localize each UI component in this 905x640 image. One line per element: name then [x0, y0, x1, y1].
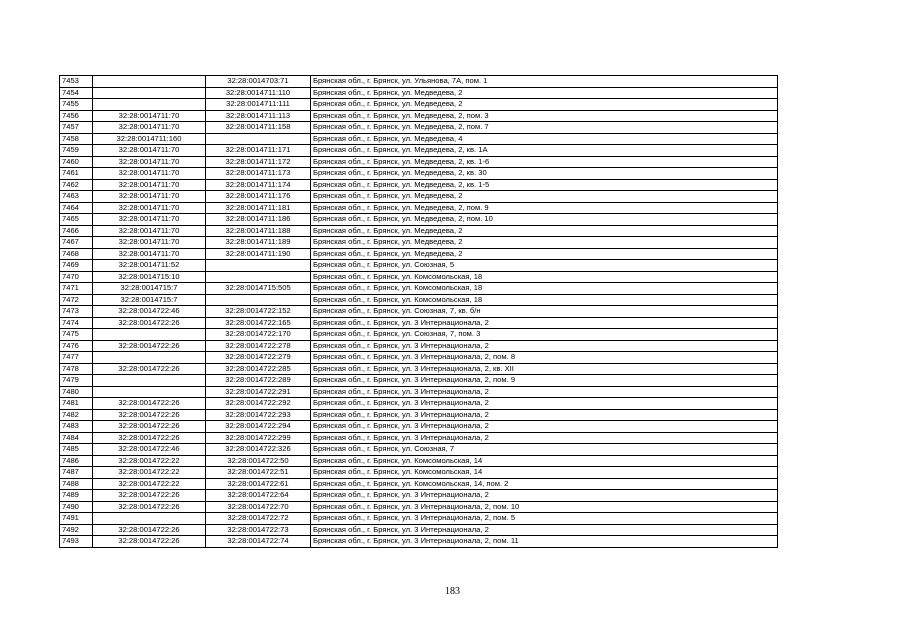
- parent-cadastral-number-cell: 32:28:0014715:7: [93, 294, 206, 306]
- record-number-cell: 7475: [60, 329, 93, 341]
- address-cell: Брянская обл., г. Брянск, ул. Медведева, 2, кв. 1-6: [311, 156, 778, 168]
- record-number-cell: 7476: [60, 340, 93, 352]
- address-cell: Брянская обл., г. Брянск, ул. Медведева, 2, пом. 7: [311, 122, 778, 134]
- address-cell: Брянская обл., г. Брянск, ул. 3 Интернационала, 2: [311, 340, 778, 352]
- cadastral-number-cell: 32:28:0014722:61: [206, 478, 311, 490]
- address-cell: Брянская обл., г. Брянск, ул. 3 Интернационала, 2, пом. 10: [311, 501, 778, 513]
- address-cell: Брянская обл., г. Брянск, ул. Медведева, 2: [311, 191, 778, 203]
- record-number-cell: 7468: [60, 248, 93, 260]
- cadastral-number-cell: 32:28:0014722:279: [206, 352, 311, 364]
- cadastral-number-cell: 32:28:0014722:165: [206, 317, 311, 329]
- address-cell: Брянская обл., г. Брянск, ул. Комсомольская, 18: [311, 294, 778, 306]
- record-number-cell: 7457: [60, 122, 93, 134]
- cadastral-number-cell: [206, 260, 311, 272]
- parent-cadastral-number-cell: 32:28:0014711:70: [93, 110, 206, 122]
- record-number-cell: 7474: [60, 317, 93, 329]
- address-cell: Брянская обл., г. Брянск, ул. Медведева, 2, кв. 1А: [311, 145, 778, 157]
- table-row: [60, 455, 778, 467]
- parent-cadastral-number-cell: 32:28:0014711:70: [93, 225, 206, 237]
- record-number-cell: 7478: [60, 363, 93, 375]
- parent-cadastral-number-cell: 32:28:0014722:46: [93, 444, 206, 456]
- parent-cadastral-number-cell: [93, 513, 206, 525]
- cadastral-number-cell: 32:28:0014711:176: [206, 191, 311, 203]
- parent-cadastral-number-cell: 32:28:0014722:26: [93, 490, 206, 502]
- address-cell: Брянская обл., г. Брянск, ул. 3 Интернационала, 2: [311, 317, 778, 329]
- address-cell: Брянская обл., г. Брянск, ул. 3 Интернационала, 2, пом. 8: [311, 352, 778, 364]
- cadastral-number-cell: 32:28:0014711:181: [206, 202, 311, 214]
- table-row: [60, 524, 778, 536]
- cadastral-number-cell: 32:28:0014722:299: [206, 432, 311, 444]
- address-cell: Брянская обл., г. Брянск, ул. Медведева, 2, кв. 1-5: [311, 179, 778, 191]
- record-number-cell: 7465: [60, 214, 93, 226]
- parent-cadastral-number-cell: [93, 99, 206, 111]
- cadastral-number-cell: 32:28:0014722:51: [206, 467, 311, 479]
- table-row: [60, 168, 778, 180]
- table-row: [60, 191, 778, 203]
- address-cell: Брянская обл., г. Брянск, ул. Медведева, 2: [311, 248, 778, 260]
- address-cell: Брянская обл., г. Брянск, ул. Союзная, 7: [311, 444, 778, 456]
- cadastral-number-cell: [206, 133, 311, 145]
- table-row: [60, 76, 778, 88]
- parent-cadastral-number-cell: 32:28:0014711:70: [93, 179, 206, 191]
- cadastral-number-cell: 32:28:0014722:50: [206, 455, 311, 467]
- parent-cadastral-number-cell: 32:28:0014722:26: [93, 409, 206, 421]
- cadastral-number-cell: 32:28:0014711:190: [206, 248, 311, 260]
- table-row: [60, 248, 778, 260]
- cadastral-number-cell: 32:28:0014715:505: [206, 283, 311, 295]
- parent-cadastral-number-cell: 32:28:0014715:7: [93, 283, 206, 295]
- parent-cadastral-number-cell: 32:28:0014722:26: [93, 340, 206, 352]
- address-cell: Брянская обл., г. Брянск, ул. Комсомольская, 14, пом. 2: [311, 478, 778, 490]
- cadastral-number-cell: 32:28:0014711:111: [206, 99, 311, 111]
- table-row: [60, 363, 778, 375]
- parent-cadastral-number-cell: 32:28:0014722:22: [93, 455, 206, 467]
- address-cell: Брянская обл., г. Брянск, ул. Медведева, 2: [311, 237, 778, 249]
- parent-cadastral-number-cell: [93, 329, 206, 341]
- table-row: [60, 179, 778, 191]
- cadastral-number-cell: 32:28:0014711:188: [206, 225, 311, 237]
- registry-table-body: [60, 76, 778, 548]
- parent-cadastral-number-cell: 32:28:0014711:70: [93, 191, 206, 203]
- table-row: [60, 214, 778, 226]
- table-row: [60, 156, 778, 168]
- table-row: [60, 375, 778, 387]
- table-row: [60, 421, 778, 433]
- cadastral-number-cell: 32:28:0014722:294: [206, 421, 311, 433]
- record-number-cell: 7466: [60, 225, 93, 237]
- parent-cadastral-number-cell: 32:28:0014711:70: [93, 156, 206, 168]
- table-row: [60, 398, 778, 410]
- cadastral-number-cell: 32:28:0014722:289: [206, 375, 311, 387]
- parent-cadastral-number-cell: [93, 352, 206, 364]
- cadastral-number-cell: 32:28:0014711:113: [206, 110, 311, 122]
- record-number-cell: 7490: [60, 501, 93, 513]
- address-cell: Брянская обл., г. Брянск, ул. Медведева, 2, пом. 9: [311, 202, 778, 214]
- parent-cadastral-number-cell: 32:28:0014722:26: [93, 432, 206, 444]
- address-cell: Брянская обл., г. Брянск, ул. 3 Интернационала, 2, кв. XII: [311, 363, 778, 375]
- table-row: [60, 501, 778, 513]
- table-row: [60, 225, 778, 237]
- cadastral-number-cell: 32:28:0014722:74: [206, 536, 311, 548]
- parent-cadastral-number-cell: 32:28:0014722:22: [93, 478, 206, 490]
- table-row: [60, 444, 778, 456]
- record-number-cell: 7492: [60, 524, 93, 536]
- record-number-cell: 7471: [60, 283, 93, 295]
- parent-cadastral-number-cell: 32:28:0014711:52: [93, 260, 206, 272]
- table-row: [60, 110, 778, 122]
- parent-cadastral-number-cell: 32:28:0014722:26: [93, 421, 206, 433]
- address-cell: Брянская обл., г. Брянск, ул. Союзная, 7, кв. б/н: [311, 306, 778, 318]
- record-number-cell: 7463: [60, 191, 93, 203]
- record-number-cell: 7462: [60, 179, 93, 191]
- record-number-cell: 7472: [60, 294, 93, 306]
- parent-cadastral-number-cell: 32:28:0014715:10: [93, 271, 206, 283]
- table-row: [60, 340, 778, 352]
- record-number-cell: 7470: [60, 271, 93, 283]
- address-cell: Брянская обл., г. Брянск, ул. Комсомольская, 18: [311, 283, 778, 295]
- parent-cadastral-number-cell: 32:28:0014722:26: [93, 363, 206, 375]
- table-row: [60, 133, 778, 145]
- cadastral-number-cell: 32:28:0014711:173: [206, 168, 311, 180]
- address-cell: Брянская обл., г. Брянск, ул. Ульянова, 7А, пом. 1: [311, 76, 778, 88]
- address-cell: Брянская обл., г. Брянск, ул. Медведева, 2: [311, 99, 778, 111]
- parent-cadastral-number-cell: [93, 386, 206, 398]
- address-cell: Брянская обл., г. Брянск, ул. 3 Интернационала, 2: [311, 524, 778, 536]
- address-cell: Брянская обл., г. Брянск, ул. Медведева, 2: [311, 225, 778, 237]
- record-number-cell: 7464: [60, 202, 93, 214]
- parent-cadastral-number-cell: 32:28:0014711:70: [93, 237, 206, 249]
- address-cell: Брянская обл., г. Брянск, ул. Комсомольская, 14: [311, 467, 778, 479]
- record-number-cell: 7469: [60, 260, 93, 272]
- table-row: [60, 283, 778, 295]
- record-number-cell: 7487: [60, 467, 93, 479]
- parent-cadastral-number-cell: 32:28:0014722:26: [93, 536, 206, 548]
- address-cell: Брянская обл., г. Брянск, ул. 3 Интернационала, 2: [311, 386, 778, 398]
- record-number-cell: 7459: [60, 145, 93, 157]
- record-number-cell: 7486: [60, 455, 93, 467]
- table-row: [60, 478, 778, 490]
- cadastral-number-cell: 32:28:0014711:158: [206, 122, 311, 134]
- cadastral-number-cell: 32:28:0014722:170: [206, 329, 311, 341]
- table-row: [60, 490, 778, 502]
- address-cell: Брянская обл., г. Брянск, ул. 3 Интернационала, 2, пом. 11: [311, 536, 778, 548]
- parent-cadastral-number-cell: 32:28:0014711:160: [93, 133, 206, 145]
- address-cell: Брянская обл., г. Брянск, ул. Комсомольская, 18: [311, 271, 778, 283]
- parent-cadastral-number-cell: 32:28:0014722:26: [93, 317, 206, 329]
- record-number-cell: 7485: [60, 444, 93, 456]
- table-row: [60, 513, 778, 525]
- cadastral-number-cell: 32:28:0014711:186: [206, 214, 311, 226]
- table-row: [60, 467, 778, 479]
- cadastral-number-cell: 32:28:0014722:64: [206, 490, 311, 502]
- address-cell: Брянская обл., г. Брянск, ул. Медведева, 2: [311, 87, 778, 99]
- record-number-cell: 7488: [60, 478, 93, 490]
- cadastral-number-cell: 32:28:0014703:71: [206, 76, 311, 88]
- parent-cadastral-number-cell: [93, 87, 206, 99]
- parent-cadastral-number-cell: 32:28:0014722:26: [93, 524, 206, 536]
- address-cell: Брянская обл., г. Брянск, ул. Медведева, 2, пом. 3: [311, 110, 778, 122]
- cadastral-number-cell: 32:28:0014722:293: [206, 409, 311, 421]
- cadastral-number-cell: 32:28:0014711:189: [206, 237, 311, 249]
- table-row: [60, 122, 778, 134]
- record-number-cell: 7493: [60, 536, 93, 548]
- address-cell: Брянская обл., г. Брянск, ул. 3 Интернационала, 2: [311, 398, 778, 410]
- table-row: [60, 99, 778, 111]
- address-cell: Брянская обл., г. Брянск, ул. Союзная, 5: [311, 260, 778, 272]
- address-cell: Брянская обл., г. Брянск, ул. Медведева, 2, кв. 30: [311, 168, 778, 180]
- parent-cadastral-number-cell: 32:28:0014711:70: [93, 248, 206, 260]
- cadastral-number-cell: 32:28:0014711:171: [206, 145, 311, 157]
- record-number-cell: 7461: [60, 168, 93, 180]
- record-number-cell: 7483: [60, 421, 93, 433]
- address-cell: Брянская обл., г. Брянск, ул. 3 Интернационала, 2, пом. 5: [311, 513, 778, 525]
- record-number-cell: 7460: [60, 156, 93, 168]
- table-row: [60, 317, 778, 329]
- record-number-cell: 7482: [60, 409, 93, 421]
- record-number-cell: 7458: [60, 133, 93, 145]
- cadastral-number-cell: 32:28:0014722:285: [206, 363, 311, 375]
- record-number-cell: 7467: [60, 237, 93, 249]
- table-row: [60, 329, 778, 341]
- cadastral-number-cell: 32:28:0014711:174: [206, 179, 311, 191]
- record-number-cell: 7480: [60, 386, 93, 398]
- parent-cadastral-number-cell: 32:28:0014722:26: [93, 398, 206, 410]
- record-number-cell: 7453: [60, 76, 93, 88]
- table-row: [60, 87, 778, 99]
- record-number-cell: 7491: [60, 513, 93, 525]
- record-number-cell: 7473: [60, 306, 93, 318]
- parent-cadastral-number-cell: 32:28:0014722:26: [93, 501, 206, 513]
- parent-cadastral-number-cell: [93, 375, 206, 387]
- cadastral-number-cell: 32:28:0014722:292: [206, 398, 311, 410]
- table-row: [60, 352, 778, 364]
- record-number-cell: 7481: [60, 398, 93, 410]
- parent-cadastral-number-cell: 32:28:0014711:70: [93, 145, 206, 157]
- table-row: [60, 306, 778, 318]
- record-number-cell: 7454: [60, 87, 93, 99]
- cadastral-number-cell: 32:28:0014722:72: [206, 513, 311, 525]
- record-number-cell: 7489: [60, 490, 93, 502]
- address-cell: Брянская обл., г. Брянск, ул. Союзная, 7, пом. 3: [311, 329, 778, 341]
- cadastral-number-cell: 32:28:0014711:172: [206, 156, 311, 168]
- address-cell: Брянская обл., г. Брянск, ул. 3 Интернационала, 2: [311, 421, 778, 433]
- table-row: [60, 237, 778, 249]
- address-cell: Брянская обл., г. Брянск, ул. Комсомольская, 14: [311, 455, 778, 467]
- cadastral-number-cell: 32:28:0014722:73: [206, 524, 311, 536]
- address-cell: Брянская обл., г. Брянск, ул. 3 Интернационала, 2: [311, 432, 778, 444]
- address-cell: Брянская обл., г. Брянск, ул. Медведева, 2, пом. 10: [311, 214, 778, 226]
- cadastral-number-cell: 32:28:0014722:278: [206, 340, 311, 352]
- table-row: [60, 271, 778, 283]
- address-cell: Брянская обл., г. Брянск, ул. 3 Интернационала, 2: [311, 490, 778, 502]
- table-row: [60, 536, 778, 548]
- table-row: [60, 294, 778, 306]
- cadastral-number-cell: 32:28:0014722:326: [206, 444, 311, 456]
- parent-cadastral-number-cell: 32:28:0014711:70: [93, 168, 206, 180]
- address-cell: Брянская обл., г. Брянск, ул. 3 Интернационала, 2, пом. 9: [311, 375, 778, 387]
- page-number: 183: [445, 586, 460, 597]
- table-row: [60, 409, 778, 421]
- table-row: [60, 386, 778, 398]
- parent-cadastral-number-cell: 32:28:0014711:70: [93, 214, 206, 226]
- parent-cadastral-number-cell: [93, 76, 206, 88]
- cadastral-number-cell: [206, 294, 311, 306]
- address-cell: Брянская обл., г. Брянск, ул. 3 Интернационала, 2: [311, 409, 778, 421]
- parent-cadastral-number-cell: 32:28:0014722:46: [93, 306, 206, 318]
- address-cell: Брянская обл., г. Брянск, ул. Медведева, 4: [311, 133, 778, 145]
- parent-cadastral-number-cell: 32:28:0014722:22: [93, 467, 206, 479]
- record-number-cell: 7456: [60, 110, 93, 122]
- cadastral-number-cell: 32:28:0014722:70: [206, 501, 311, 513]
- cadastral-number-cell: 32:28:0014722:152: [206, 306, 311, 318]
- cadastral-number-cell: [206, 271, 311, 283]
- parent-cadastral-number-cell: 32:28:0014711:70: [93, 122, 206, 134]
- record-number-cell: 7479: [60, 375, 93, 387]
- table-row: [60, 432, 778, 444]
- table-row: [60, 145, 778, 157]
- cadastral-number-cell: 32:28:0014711:110: [206, 87, 311, 99]
- parent-cadastral-number-cell: 32:28:0014711:70: [93, 202, 206, 214]
- table-row: [60, 260, 778, 272]
- record-number-cell: 7484: [60, 432, 93, 444]
- registry-table: [59, 75, 778, 548]
- table-row: [60, 202, 778, 214]
- record-number-cell: 7455: [60, 99, 93, 111]
- cadastral-number-cell: 32:28:0014722:291: [206, 386, 311, 398]
- record-number-cell: 7477: [60, 352, 93, 364]
